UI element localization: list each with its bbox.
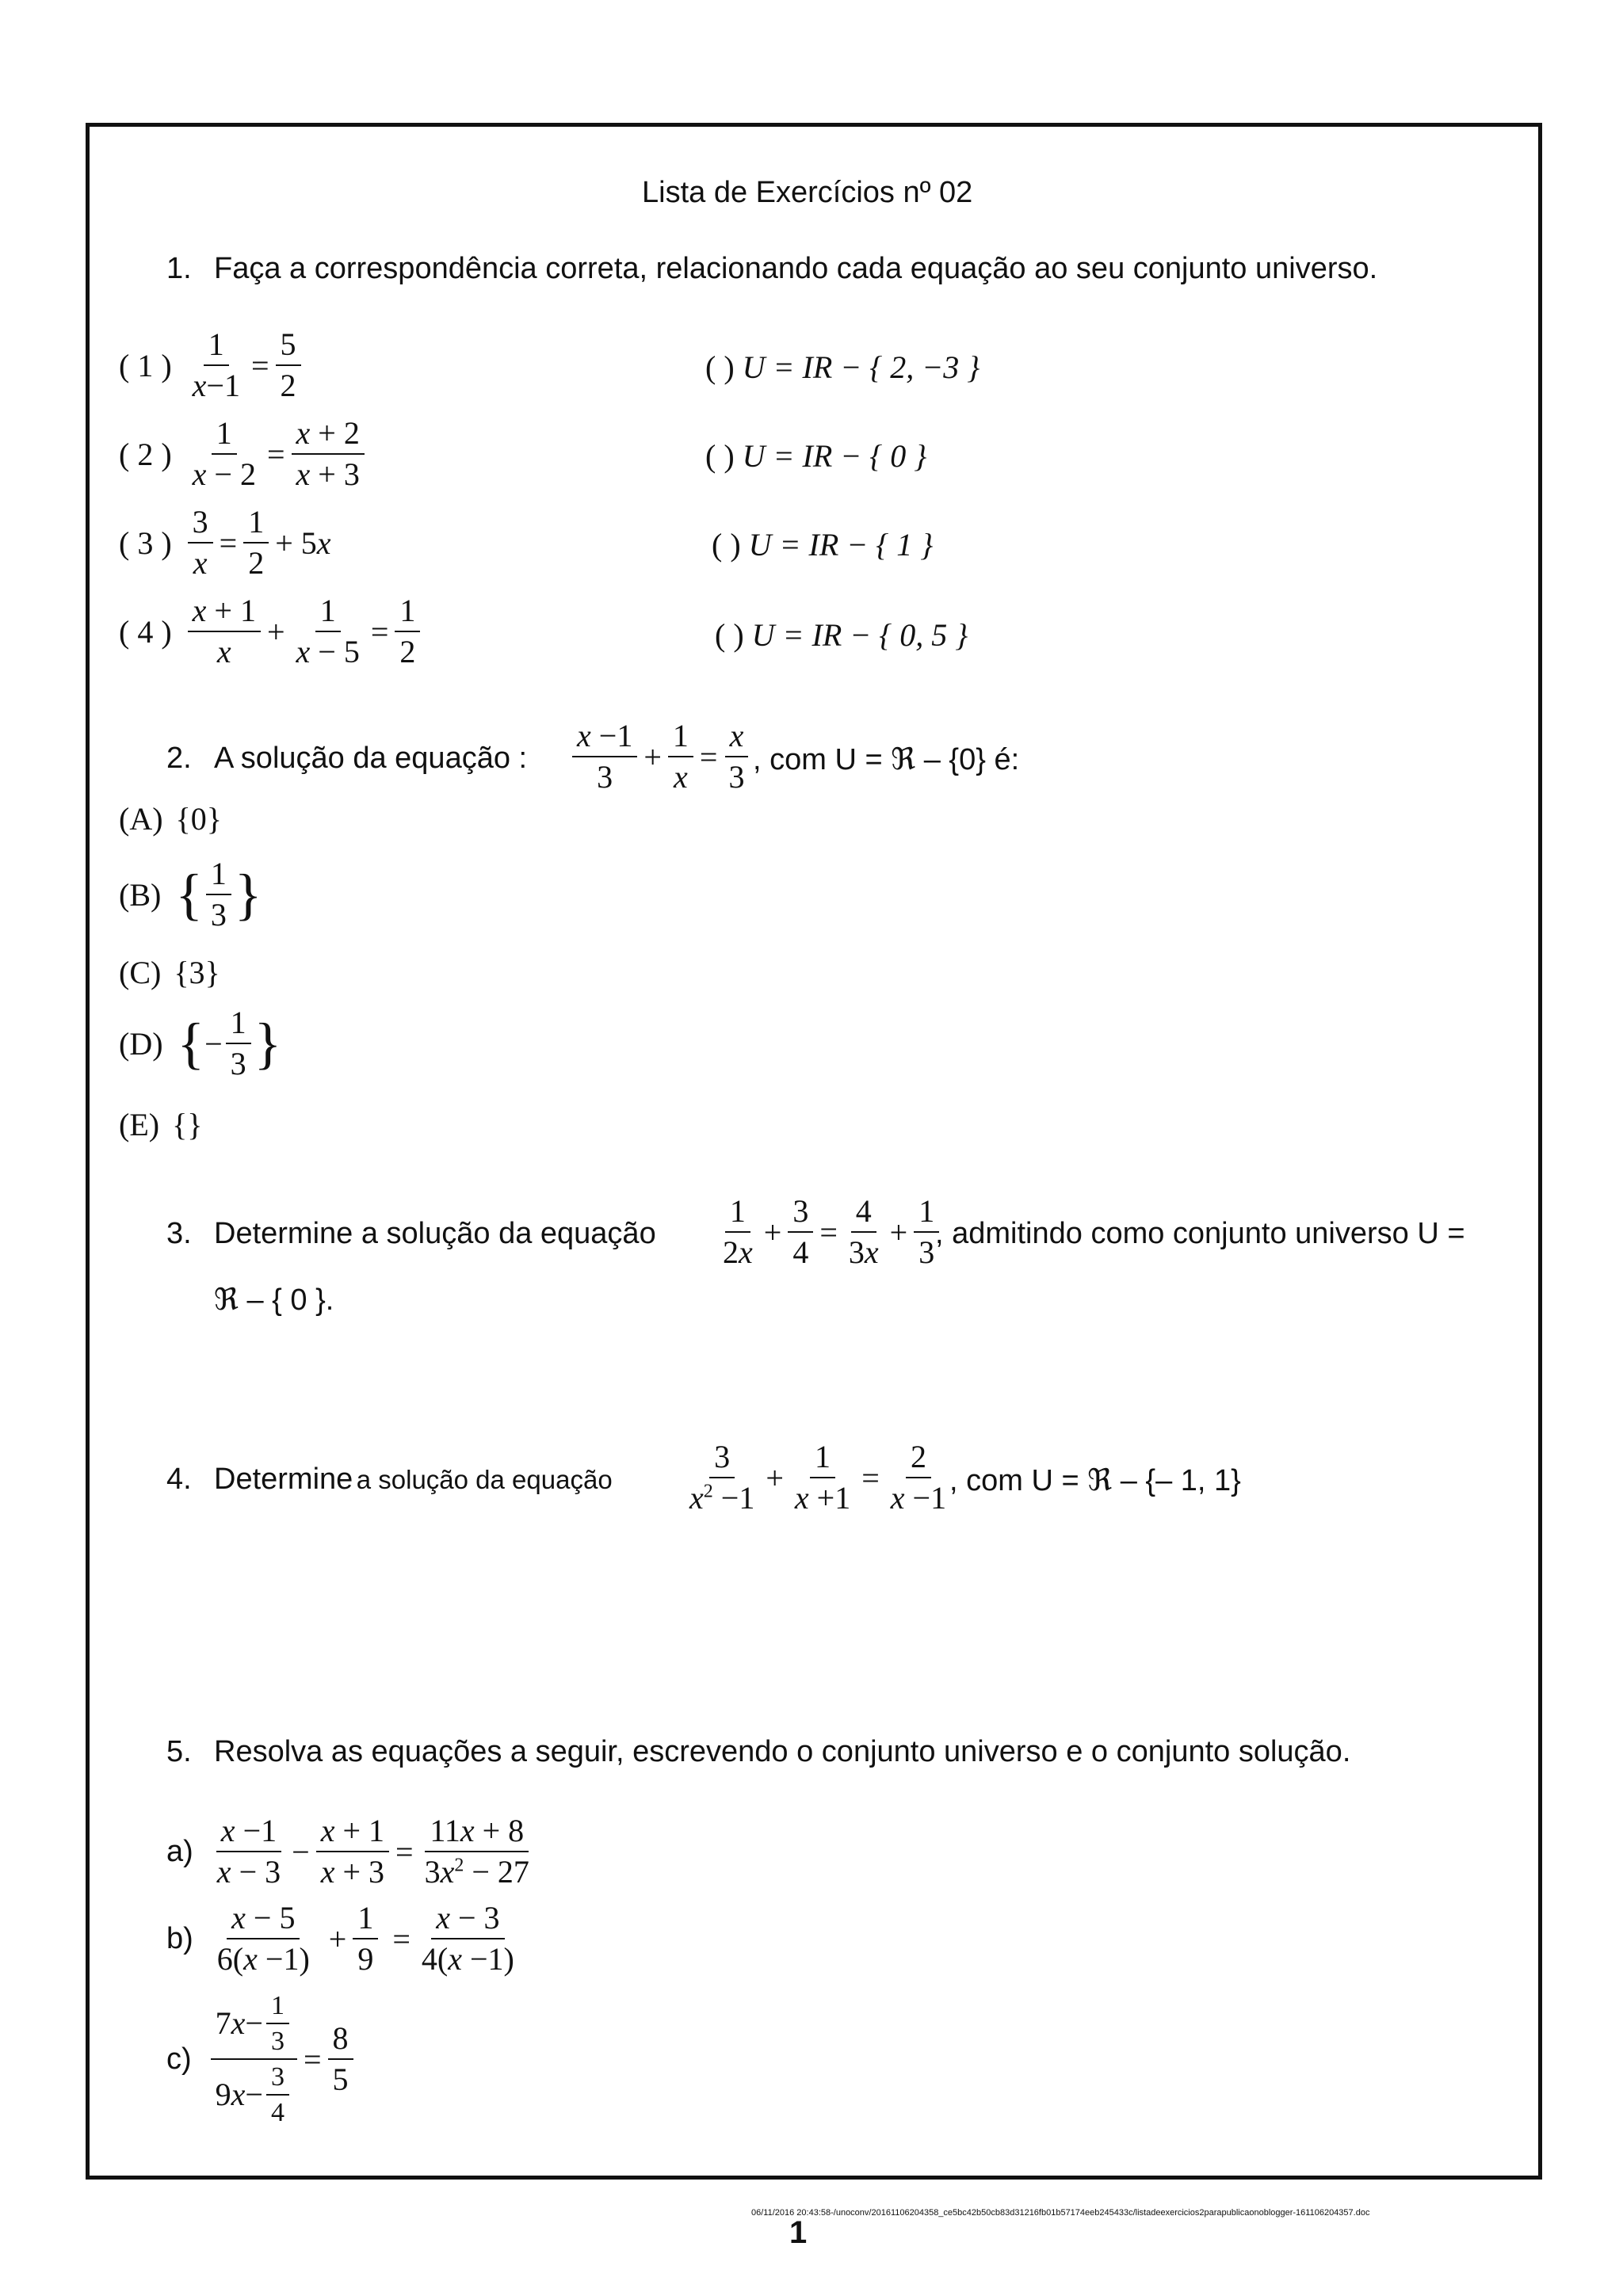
q2-option-e-label: (E)	[119, 1107, 160, 1142]
page-title: Lista de Exercícios nº 02	[642, 176, 973, 209]
q4-equation: $\frac{3}{x^2 -1}$ + $\frac{1}{x +1}$ = $\frac{2}{x -1}$	[689, 1439, 947, 1516]
q2-number: 2.	[166, 742, 192, 775]
footer-path: 06/11/2016 20:43:58-/unoconv/20161106204358_ce5bc42b50cb83d31216fb01b57174eeb245433c/listadeexercicios2parapublicaonoblogger-161106204357.doc	[751, 2208, 1370, 2218]
q2-option-b-label: (B)	[119, 876, 162, 913]
page-number: 1	[789, 2215, 808, 2250]
q1-set-4: U = IR − { 0, 5 }	[751, 617, 968, 653]
q2-option-c-label: (C)	[119, 955, 162, 990]
q1-set-3: U = IR − { 1 }	[748, 527, 934, 563]
q1-paren-2[interactable]: ( )	[705, 438, 735, 474]
q1-eq-3: ( 3 ) $\frac{3}{x}$ = $\frac{1}{2}$ + 5x	[119, 504, 331, 581]
q1-number: 1.	[166, 252, 192, 285]
q1-label-2: ( 2 )	[119, 436, 172, 472]
q4-number: 4.	[166, 1463, 192, 1496]
q1-right-4	[715, 616, 968, 654]
q1-eq-4: ( 4 ) $\frac{x + 1}{x}$ + $\frac{1}{x - 5}$ = $\frac{1}{2}$	[119, 593, 423, 670]
q5-label-a: a)	[166, 1834, 193, 1868]
q1-eq-2: ( 2 ) $\frac{1}{x - 2}$ = $\frac{x + 2}{x + 3}$	[119, 415, 368, 493]
q5-eq-a: a) $\frac{x -1}{x - 3}$ − $\frac{x + 1}{x + 3}$ = $\frac{11x + 8}{3x^2 - 27}$	[166, 1813, 529, 1890]
q2-option-d-label: (D)	[119, 1025, 163, 1062]
q5-eq-b: b) $\frac{x - 5}{6(x -1)}$ + $\frac{1}{9}$ = $\frac{x - 3}{4(x -1)}$	[166, 1900, 514, 1977]
q2-option-c[interactable]: (C) { 3 }	[119, 955, 220, 990]
q2-option-c-value: 3	[189, 955, 205, 990]
q2-option-b[interactable]: (B) { $\frac{1}{3}$ }	[119, 856, 262, 933]
q3-prefix: Determine a solução da equação	[214, 1217, 656, 1250]
q2-option-d[interactable]: (D) { − $\frac{1}{3}$ }	[119, 1005, 282, 1081]
q4-prefix-big: Determine	[214, 1463, 353, 1496]
q1-right-2	[705, 437, 926, 475]
q4-prefix-small: a solução da equação	[356, 1465, 613, 1494]
q3-number: 3.	[166, 1217, 192, 1250]
q2-option-e[interactable]: (E) { }	[119, 1107, 203, 1142]
q1-label-3: ( 3 )	[119, 524, 172, 561]
q5-label-c: c)	[166, 2042, 192, 2076]
q1-label-4: ( 4 )	[119, 613, 172, 650]
q1-label-1: ( 1 )	[119, 347, 172, 383]
q4-prefix	[214, 1463, 613, 1497]
q5-label-b: b)	[166, 1921, 193, 1955]
q3-line2: ℜ – { 0 }.	[214, 1283, 334, 1317]
q1-set-2: U = IR − { 0 }	[742, 438, 927, 474]
q1-text: Faça a correspondência correta, relacionando cada equação ao seu conjunto universo.	[214, 252, 1378, 285]
q1-eq-1: ( 1 ) $\frac{1}{x-1}$ = $\frac{5}{2}$	[119, 326, 304, 404]
q2-option-a[interactable]: (A) { 0 }	[119, 801, 222, 837]
q1-paren-1[interactable]: ( )	[705, 349, 735, 385]
q2-suffix: , com U = ℜ – {0} é:	[753, 743, 1020, 776]
q2-equation: $\frac{x -1}{3}$ + $\frac{1}{x}$ = $\frac{x}{3}$	[569, 718, 752, 795]
q3-equation: $\frac{1}{2x}$ + $\frac{3}{4}$ = $\frac{4}{3x}$ + $\frac{1}{3}$	[715, 1193, 942, 1271]
q3-suffix: , admitindo como conjunto universo U =	[935, 1217, 1465, 1250]
q2-prefix: A solução da equação :	[214, 742, 528, 775]
q1-right-1	[705, 349, 980, 386]
q5-text: Resolva as equações a seguir, escrevendo o conjunto universo e o conjunto solução.	[214, 1735, 1351, 1768]
q5-number: 5.	[166, 1735, 192, 1768]
q5-eq-c: c) 7 x − $\frac{1}{3}$ 9 x − $\frac{3}{4}$ = $\frac{8}{5}$	[166, 1990, 357, 2128]
q1-set-1: U = IR − { 2, −3 }	[742, 349, 980, 385]
q2-option-a-label: (A)	[119, 801, 163, 837]
q1-paren-4[interactable]: ( )	[715, 617, 744, 653]
q4-suffix: , com U = ℜ – {– 1, 1}	[949, 1464, 1241, 1497]
q1-right-3	[712, 526, 933, 563]
q1-paren-3[interactable]: ( )	[712, 527, 741, 563]
q2-option-a-value: 0	[190, 801, 207, 837]
